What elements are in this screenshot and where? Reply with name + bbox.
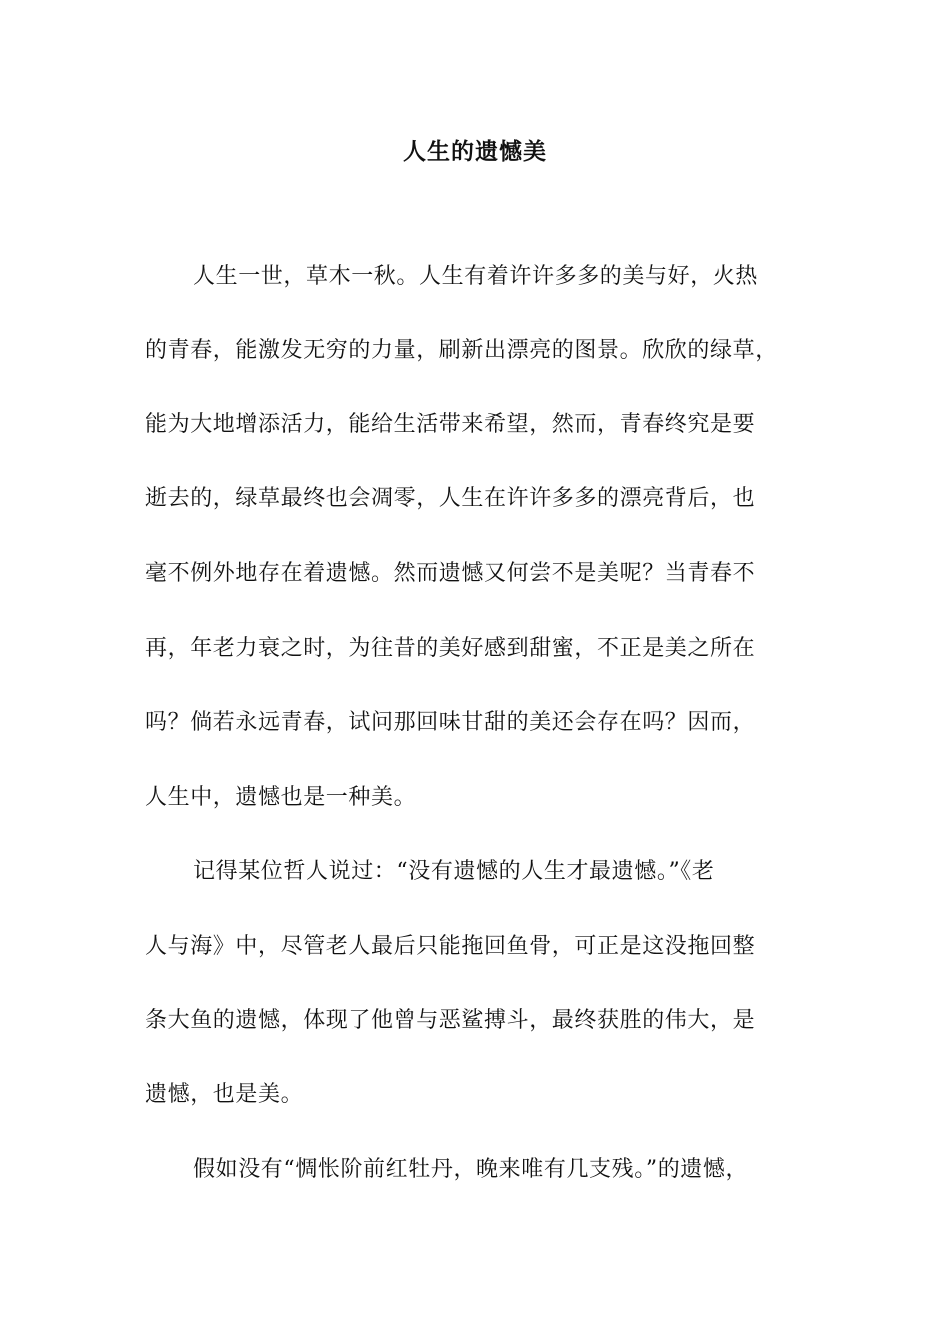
paragraph-line: 遗憾，也是美。 — [145, 1082, 304, 1107]
paragraph-line: 人与海》中，尽管老人最后只能拖回鱼骨，可正是这没拖回整 — [145, 934, 756, 959]
paragraph-line: 再，年老力衰之时，为往昔的美好感到甜蜜，不正是美之所在 — [145, 636, 756, 661]
page-title: 人生的遗憾美 — [403, 138, 547, 165]
paragraph-line: 人生一世，草木一秋。人生有着许许多多的美与好，火热 — [193, 264, 759, 289]
paragraph-line: 吗？倘若永远青春，试问那回味甘甜的美还会存在吗？因而， — [145, 710, 756, 735]
paragraph-line: 人生中，遗憾也是一种美。 — [145, 785, 417, 810]
paragraph-line: 条大鱼的遗憾，体现了他曾与恶鲨搏斗，最终获胜的伟大，是 — [145, 1008, 756, 1033]
paragraph-line: 记得某位哲人说过：“没有遗憾的人生才最遗憾。”《老 — [193, 859, 715, 884]
paragraph-line: 假如没有“惆怅阶前红牡丹，晚来唯有几支残。”的遗憾， — [193, 1157, 749, 1182]
paragraph-line: 毫不例外地存在着遗憾。然而遗憾又何尝不是美呢？当青春不 — [145, 561, 756, 586]
paragraph-line: 的青春，能激发无穷的力量，刷新出漂亮的图景。欣欣的绿草， — [145, 338, 778, 363]
paragraph-line: 能为大地增添活力，能给生活带来希望，然而，青春终究是要 — [145, 412, 756, 437]
paragraph-line: 逝去的，绿草最终也会凋零，人生在许许多多的漂亮背后，也 — [145, 486, 756, 511]
